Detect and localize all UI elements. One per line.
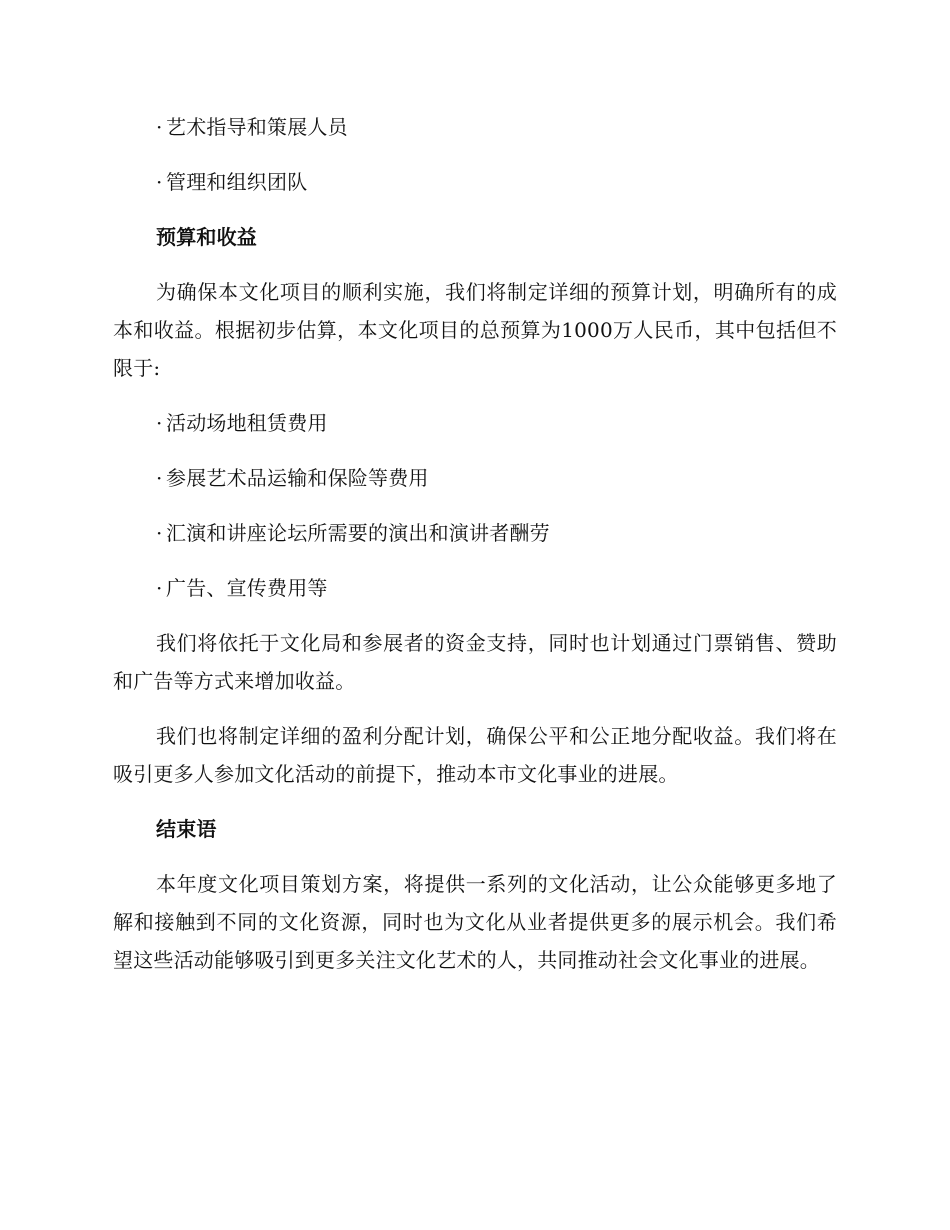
budget-intro-paragraph: 为确保本文化项目的顺利实施，我们将制定详细的预算计划，明确所有的成本和收益。根据初步估算，本文化项目的总预算为1000万人民币，其中包括但不限于: bbox=[113, 280, 837, 380]
bullet-item bbox=[113, 459, 837, 497]
bullet-item bbox=[113, 404, 837, 442]
funding-paragraph: 我们将依托于文化局和参展者的资金支持，同时也计划通过门票销售、赞助和广告等方式来增加收益。 bbox=[113, 631, 837, 693]
bullet-symbol: · bbox=[156, 466, 163, 490]
bullet-text: 汇演和讲座论坛所需要的演出和演讲者酬劳 bbox=[166, 521, 550, 545]
bullet-symbol: · bbox=[156, 576, 163, 600]
section-heading-conclusion: 结束语 bbox=[156, 817, 217, 841]
bullet-text: 艺术指导和策展人员 bbox=[166, 115, 348, 139]
bullet-item bbox=[113, 108, 837, 146]
bullet-symbol: · bbox=[156, 521, 163, 545]
bullet-symbol: · bbox=[156, 115, 163, 139]
bullet-text: 广告、宣传费用等 bbox=[166, 576, 328, 600]
bullet-item bbox=[113, 163, 837, 201]
bullet-symbol: · bbox=[156, 411, 163, 435]
bullet-text: 管理和组织团队 bbox=[166, 170, 308, 194]
section-heading-budget: 预算和收益 bbox=[156, 225, 257, 249]
profit-distribution-paragraph: 我们也将制定详细的盈利分配计划，确保公平和公正地分配收益。我们将在吸引更多人参加文化活动的前提下，推动本市文化事业的进展。 bbox=[113, 724, 837, 786]
conclusion-paragraph: 本年度文化项目策划方案，将提供一系列的文化活动，让公众能够更多地了解和接触到不同的文化资源，同时也为文化从业者提供更多的展示机会。我们希望这些活动能够吸引到更多关注文化艺术的人，共同推动社会文化事业的进展。 bbox=[113, 872, 837, 972]
document-page bbox=[113, 108, 837, 996]
bullet-text: 参展艺术品运输和保险等费用 bbox=[166, 466, 429, 490]
bullet-item bbox=[113, 569, 837, 607]
bullet-text: 活动场地租赁费用 bbox=[166, 411, 328, 435]
bullet-symbol: · bbox=[156, 170, 163, 194]
bullet-item bbox=[113, 514, 837, 552]
